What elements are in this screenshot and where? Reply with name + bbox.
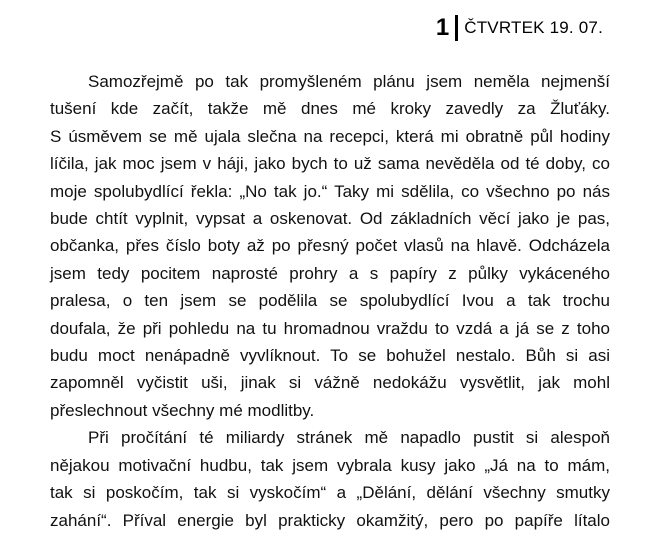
text-line: jsem tedy pocitem naprosté prohry a s papíry z půlky vykáceného [50,263,610,283]
paragraph-1 [50,68,610,424]
body-text [50,68,610,534]
text-line: Samozřejmě po tak promyšleném plánu jsem neměla nejmenší [88,72,610,91]
text-line: doufala, že při pohledu na tu hromadnou vraždu to vzdá a já se z toho [50,318,610,338]
header-date: ČTVRTEK 19. 07. [464,18,603,37]
text-line: bude chtít vyplnit, vypsat a oskenovat. Od základních věcí jako je pas, [50,209,610,229]
text-line: nějakou motivační hudbu, tak jsem vybrala kusy jako „Já na to mám, [50,455,610,475]
header-divider [455,15,458,41]
text-line: líčila, jak moc jsem v háji, jako bych to už sama nevěděla od té doby, co [50,154,610,174]
text-line: občanka, přes číslo boty až po přesný počet vlasů na hlavě. Odcházela [50,236,610,256]
text-line: přeslechnout všechny mé modlitby. [50,400,315,420]
text-line: moje spolubydlící řekla: „No tak jo.“ Taky mi sdělila, co všechno po nás [50,181,610,201]
text-line: tak si poskočím, tak si vyskočím“ a „Dělání, dělání všechny smutky [50,483,610,503]
text-line: budu moct nenápadně vyvlíknout. To se bohužel nestalo. Bůh si asi [50,346,610,366]
paragraph-2 [50,424,610,534]
text-line: S úsměvem se mě ujala slečna na recepci, která mi obratně půl hodiny [50,126,610,146]
text-line: zapomněl vyčistit uši, jinak si vážně nedokážu vysvětlit, jak mohl [50,373,610,393]
page-header [436,14,603,42]
text-line: pralesa, o ten jsem se podělila se spolubydlící Ivou a tak trochu [50,291,610,311]
text-line: Při pročítání té miliardy stránek mě napadlo pustit si alespoň [88,428,610,448]
text-line: zahání“. Příval energie byl prakticky okamžitý, pero po papíře lítalo [50,510,610,530]
text-line: tušení kde začít, takže mě dnes mé kroky zavedly za Žluťáky. [50,99,610,119]
page-number: 1 [435,14,450,41]
